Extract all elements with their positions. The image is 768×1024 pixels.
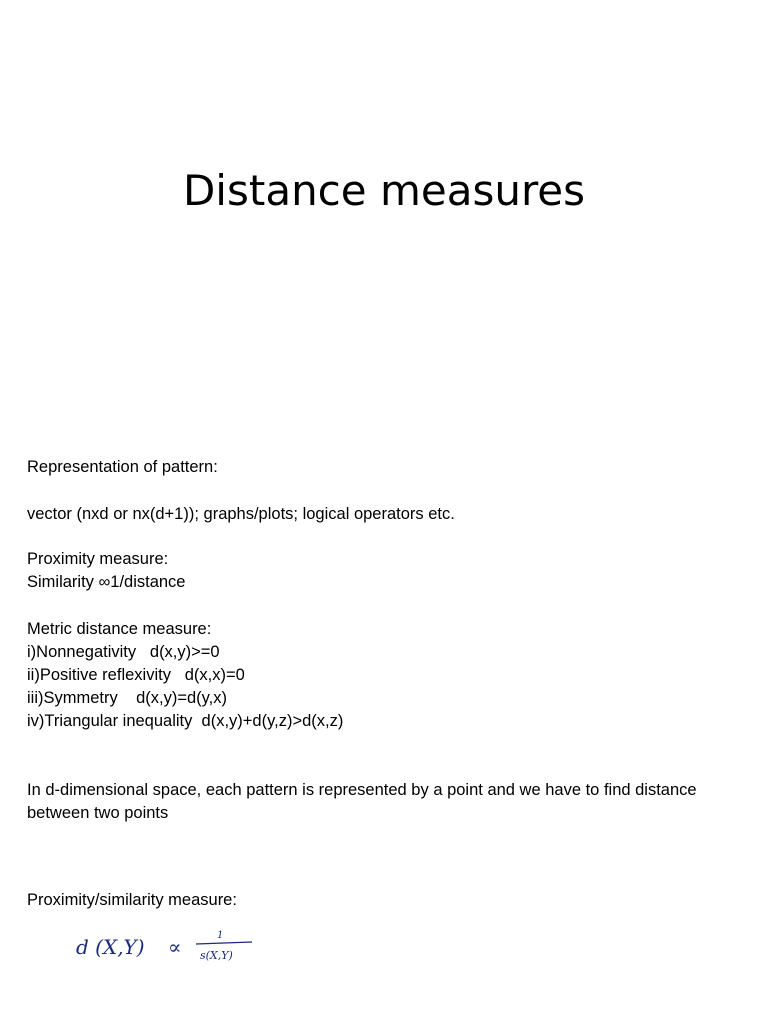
formula-lhs: d (X,Y) xyxy=(76,935,145,959)
page-title: Distance measures xyxy=(182,166,586,215)
formula-denominator: s(X,Y) xyxy=(200,949,233,962)
proximity-heading: Proximity measure: xyxy=(27,550,169,568)
metric-item-symmetry: iii)Symmetry d(x,y)=d(y,x) xyxy=(27,689,227,707)
formula-numerator: 1 xyxy=(217,930,224,941)
formula-fraction-bar xyxy=(196,942,252,944)
metric-item-nonnegativity: i)Nonnegativity d(x,y)>=0 xyxy=(27,643,220,661)
formula-relation: ∝ xyxy=(168,935,182,959)
similarity-heading: Proximity/similarity measure: xyxy=(27,891,237,909)
d-dimensional-paragraph: In d-dimensional space, each pattern is represented by a point and we have to find distance between two points xyxy=(27,781,697,822)
metric-item-triangular: iv)Triangular inequality d(x,y)+d(y,z)>d(x,z) xyxy=(27,712,344,730)
representation-text: vector (nxd or nx(d+1)); graphs/plots; logical operators etc. xyxy=(27,505,455,523)
representation-heading: Representation of pattern: xyxy=(27,458,218,476)
proximity-text: Similarity ∞1/distance xyxy=(27,573,186,591)
metric-item-reflexivity: ii)Positive reflexivity d(x,x)=0 xyxy=(27,666,245,684)
handwritten-formula xyxy=(70,925,270,975)
metric-heading: Metric distance measure: xyxy=(27,620,212,638)
